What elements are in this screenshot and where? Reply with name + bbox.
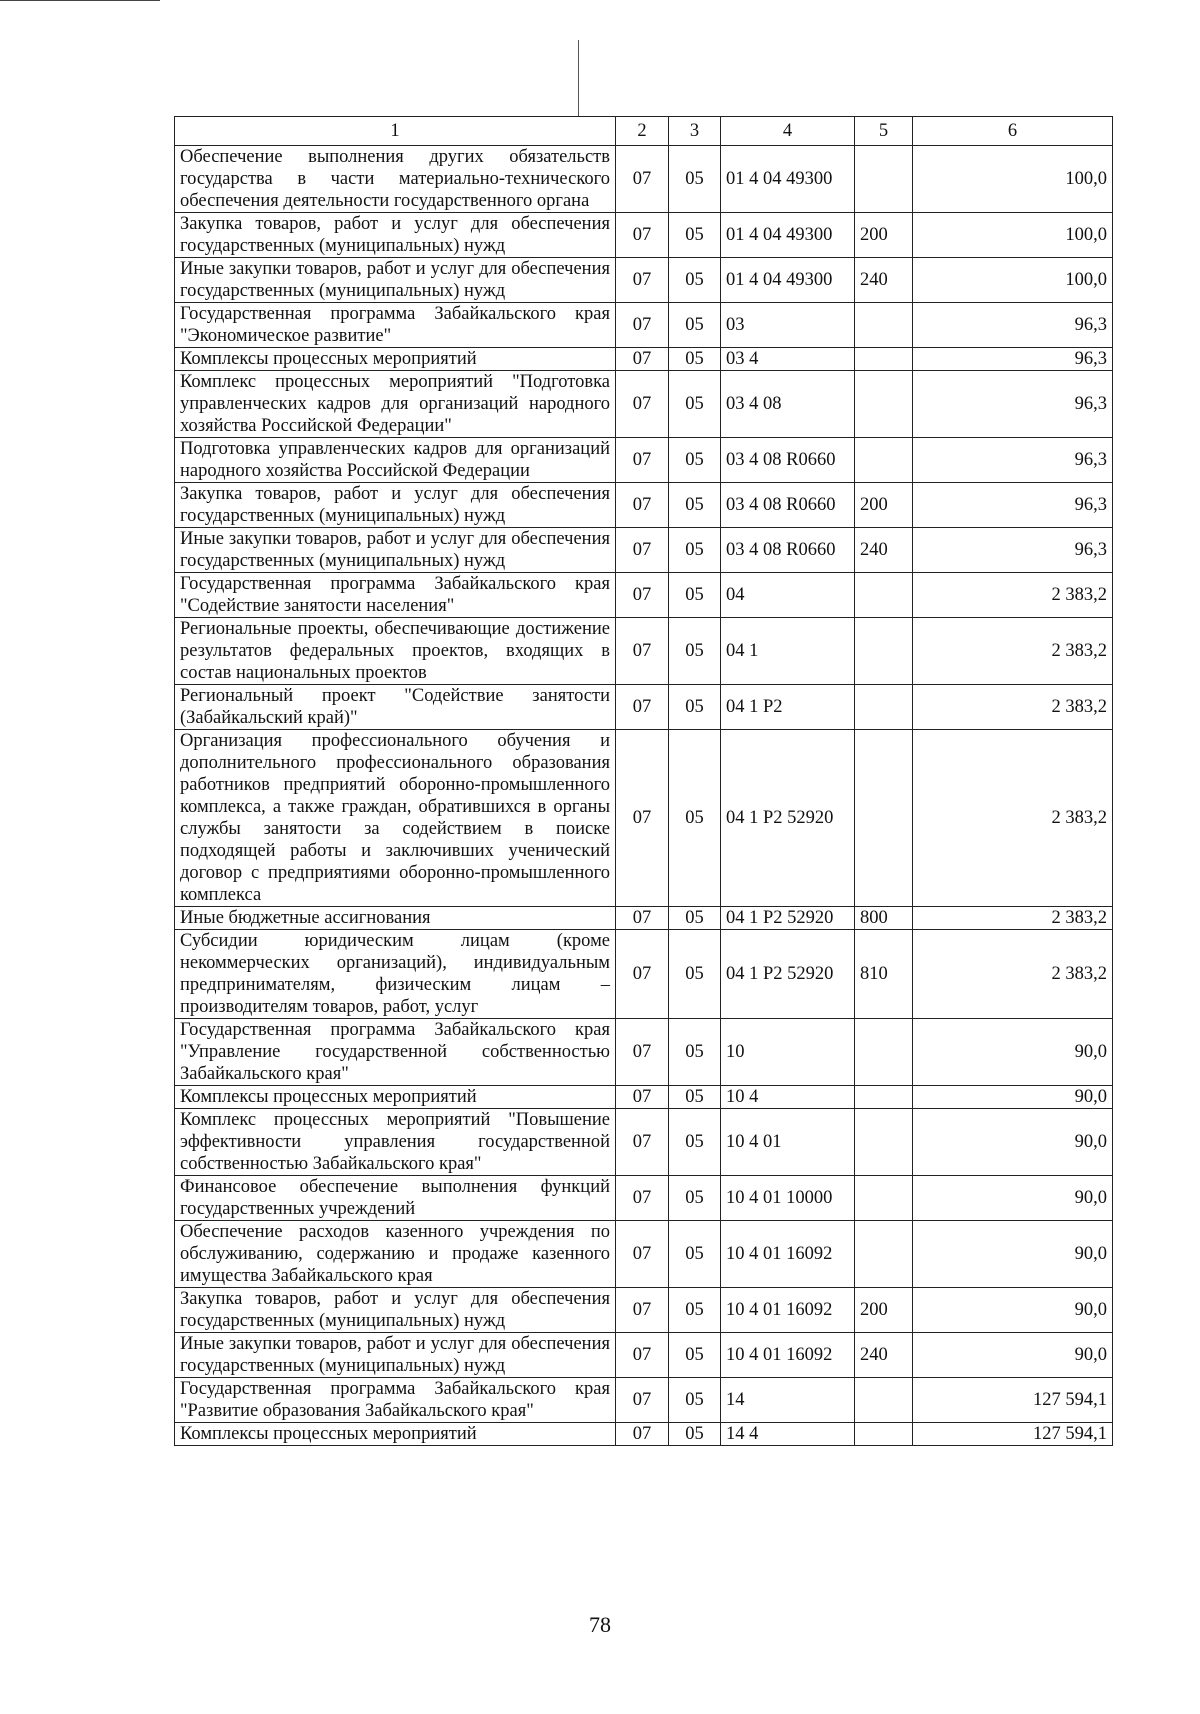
table-row [175,1288,1113,1333]
row-amount-cell: 127 594,1 [913,1378,1113,1423]
row-section-cell: 07 [616,303,669,348]
row-expense-type-cell [855,438,913,483]
row-subsection-cell: 05 [669,303,721,348]
row-subsection-cell: 05 [669,1288,721,1333]
row-expense-type-cell [855,730,913,907]
table-row [175,1423,1113,1446]
row-subsection-cell: 05 [669,730,721,907]
table-row [175,528,1113,573]
row-subsection-cell: 05 [669,483,721,528]
row-expense-type-cell [855,146,913,213]
row-target-code-cell: 10 [721,1019,855,1086]
row-target-code-cell: 03 4 [721,348,855,371]
table-row [175,1019,1113,1086]
table-row [175,618,1113,685]
row-expense-type-cell [855,348,913,371]
row-amount-cell: 90,0 [913,1288,1113,1333]
row-expense-type-cell [855,573,913,618]
row-amount-cell: 100,0 [913,258,1113,303]
row-section-cell: 07 [616,438,669,483]
row-subsection-cell: 05 [669,1423,721,1446]
row-expense-type-cell [855,1423,913,1446]
table-row [175,1333,1113,1378]
row-subsection-cell: 05 [669,1086,721,1109]
page-number: 78 [589,1612,611,1637]
scan-fold-line [578,40,579,116]
row-amount-cell: 127 594,1 [913,1423,1113,1446]
row-name-cell: Государственная программа Забайкальского края "Экономическое развитие" [175,303,616,348]
row-section-cell: 07 [616,930,669,1019]
row-subsection-cell: 05 [669,1176,721,1221]
row-target-code-cell: 01 4 04 49300 [721,258,855,303]
row-subsection-cell: 05 [669,528,721,573]
row-target-code-cell: 03 [721,303,855,348]
row-name-cell: Комплекс процессных мероприятий "Повышение эффективности управления государственной собственностью Забайкальского края" [175,1109,616,1176]
row-section-cell: 07 [616,1086,669,1109]
row-name-cell: Обеспечение расходов казенного учреждения по обслуживанию, содержанию и продаже казенного имущества Забайкальского края [175,1221,616,1288]
row-expense-type-cell: 200 [855,483,913,528]
row-expense-type-cell: 810 [855,930,913,1019]
row-section-cell: 07 [616,371,669,438]
row-section-cell: 07 [616,685,669,730]
row-target-code-cell: 10 4 01 10000 [721,1176,855,1221]
row-subsection-cell: 05 [669,371,721,438]
row-amount-cell: 100,0 [913,213,1113,258]
row-name-cell: Закупка товаров, работ и услуг для обеспечения государственных (муниципальных) нужд [175,213,616,258]
row-subsection-cell: 05 [669,907,721,930]
table-row [175,213,1113,258]
row-section-cell: 07 [616,730,669,907]
row-name-cell: Региональные проекты, обеспечивающие достижение результатов федеральных проектов, входящих в состав национальных проектов [175,618,616,685]
row-target-code-cell: 10 4 01 16092 [721,1333,855,1378]
row-name-cell: Обеспечение выполнения других обязательств государства в части материально-технического обеспечения деятельности государственного органа [175,146,616,213]
row-expense-type-cell [855,1221,913,1288]
row-expense-type-cell [855,618,913,685]
row-amount-cell: 96,3 [913,483,1113,528]
row-amount-cell: 100,0 [913,146,1113,213]
row-target-code-cell: 04 [721,573,855,618]
row-subsection-cell: 05 [669,146,721,213]
table-row [175,371,1113,438]
row-section-cell: 07 [616,146,669,213]
row-section-cell: 07 [616,573,669,618]
row-subsection-cell: 05 [669,618,721,685]
row-subsection-cell: 05 [669,348,721,371]
row-target-code-cell: 10 4 01 16092 [721,1288,855,1333]
row-subsection-cell: 05 [669,258,721,303]
row-name-cell: Финансовое обеспечение выполнения функций государственных учреждений [175,1176,616,1221]
table-row [175,146,1113,213]
row-name-cell: Субсидии юридическим лицам (кроме некоммерческих организаций), индивидуальным предпринимателям, физическим лицам – производителям товаров, работ, услуг [175,930,616,1019]
table-row [175,573,1113,618]
table-row [175,730,1113,907]
row-section-cell: 07 [616,907,669,930]
row-expense-type-cell: 200 [855,1288,913,1333]
row-name-cell: Иные закупки товаров, работ и услуг для обеспечения государственных (муниципальных) нужд [175,258,616,303]
row-name-cell: Комплекс процессных мероприятий "Подготовка управленческих кадров для организаций народного хозяйства Российской Федерации" [175,371,616,438]
row-expense-type-cell [855,303,913,348]
row-expense-type-cell: 240 [855,528,913,573]
row-amount-cell: 90,0 [913,1086,1113,1109]
row-section-cell: 07 [616,1423,669,1446]
row-name-cell: Организация профессионального обучения и дополнительного профессионального образования работников предприятий оборонно-промышленного комплекса, а также граждан, обратившихся в органы службы занятости за содействием в поиске подходящей работы и заключивших ученический договор с предприятиями оборонно-промышленного комплекса [175,730,616,907]
row-amount-cell: 2 383,2 [913,930,1113,1019]
row-subsection-cell: 05 [669,1333,721,1378]
table-row [175,1176,1113,1221]
row-expense-type-cell [855,1378,913,1423]
row-subsection-cell: 05 [669,930,721,1019]
table-row [175,303,1113,348]
table-row [175,1221,1113,1288]
row-section-cell: 07 [616,1176,669,1221]
table-row [175,1378,1113,1423]
row-amount-cell: 90,0 [913,1109,1113,1176]
row-name-cell: Иные закупки товаров, работ и услуг для обеспечения государственных (муниципальных) нужд [175,528,616,573]
row-name-cell: Закупка товаров, работ и услуг для обеспечения государственных (муниципальных) нужд [175,483,616,528]
row-subsection-cell: 05 [669,573,721,618]
row-amount-cell: 90,0 [913,1333,1113,1378]
row-section-cell: 07 [616,213,669,258]
row-section-cell: 07 [616,528,669,573]
row-amount-cell: 90,0 [913,1176,1113,1221]
scan-top-rule [0,0,160,1]
row-amount-cell: 96,3 [913,371,1113,438]
row-target-code-cell: 01 4 04 49300 [721,213,855,258]
header-col-5: 5 [855,117,913,146]
row-expense-type-cell [855,1109,913,1176]
table-row [175,348,1113,371]
row-target-code-cell: 04 1 P2 52920 [721,730,855,907]
row-section-cell: 07 [616,618,669,685]
row-target-code-cell: 10 4 01 [721,1109,855,1176]
row-target-code-cell: 10 4 01 16092 [721,1221,855,1288]
budget-table [174,116,1113,1446]
row-section-cell: 07 [616,258,669,303]
row-target-code-cell: 03 4 08 R0660 [721,483,855,528]
row-amount-cell: 96,3 [913,438,1113,483]
row-expense-type-cell [855,1019,913,1086]
row-target-code-cell: 01 4 04 49300 [721,146,855,213]
row-target-code-cell: 04 1 [721,618,855,685]
row-amount-cell: 96,3 [913,303,1113,348]
table-header-row [175,117,1113,146]
row-name-cell: Государственная программа Забайкальского края "Содействие занятости населения" [175,573,616,618]
row-name-cell: Государственная программа Забайкальского края "Развитие образования Забайкальского края" [175,1378,616,1423]
row-amount-cell: 2 383,2 [913,685,1113,730]
row-name-cell: Региональный проект "Содействие занятости (Забайкальский край)" [175,685,616,730]
table-body [175,146,1113,1446]
row-subsection-cell: 05 [669,1019,721,1086]
row-amount-cell: 90,0 [913,1019,1113,1086]
row-amount-cell: 96,3 [913,348,1113,371]
row-subsection-cell: 05 [669,1378,721,1423]
row-amount-cell: 2 383,2 [913,730,1113,907]
row-section-cell: 07 [616,483,669,528]
row-expense-type-cell [855,1086,913,1109]
table-row [175,685,1113,730]
row-subsection-cell: 05 [669,1109,721,1176]
row-section-cell: 07 [616,1019,669,1086]
row-expense-type-cell [855,1176,913,1221]
row-section-cell: 07 [616,348,669,371]
row-target-code-cell: 03 4 08 [721,371,855,438]
row-name-cell: Подготовка управленческих кадров для организаций народного хозяйства Российской Федерации [175,438,616,483]
row-name-cell: Государственная программа Забайкальского края "Управление государственной собственностью Забайкальского края" [175,1019,616,1086]
row-name-cell: Иные бюджетные ассигнования [175,907,616,930]
table-row [175,438,1113,483]
row-name-cell: Закупка товаров, работ и услуг для обеспечения государственных (муниципальных) нужд [175,1288,616,1333]
row-expense-type-cell: 240 [855,258,913,303]
header-col-1: 1 [175,117,616,146]
row-section-cell: 07 [616,1221,669,1288]
row-name-cell: Иные закупки товаров, работ и услуг для обеспечения государственных (муниципальных) нужд [175,1333,616,1378]
row-name-cell: Комплексы процессных мероприятий [175,1086,616,1109]
header-col-6: 6 [913,117,1113,146]
row-subsection-cell: 05 [669,685,721,730]
row-expense-type-cell: 800 [855,907,913,930]
row-amount-cell: 2 383,2 [913,907,1113,930]
row-target-code-cell: 03 4 08 R0660 [721,528,855,573]
row-amount-cell: 96,3 [913,528,1113,573]
row-target-code-cell: 14 4 [721,1423,855,1446]
row-target-code-cell: 04 1 P2 [721,685,855,730]
row-section-cell: 07 [616,1378,669,1423]
row-amount-cell: 2 383,2 [913,573,1113,618]
header-col-2: 2 [616,117,669,146]
header-col-4: 4 [721,117,855,146]
row-expense-type-cell [855,685,913,730]
table-row [175,1109,1113,1176]
row-target-code-cell: 04 1 P2 52920 [721,930,855,1019]
row-expense-type-cell: 240 [855,1333,913,1378]
row-target-code-cell: 04 1 P2 52920 [721,907,855,930]
row-subsection-cell: 05 [669,213,721,258]
table-row [175,907,1113,930]
row-section-cell: 07 [616,1333,669,1378]
table-row [175,483,1113,528]
row-amount-cell: 2 383,2 [913,618,1113,685]
row-subsection-cell: 05 [669,1221,721,1288]
row-target-code-cell: 14 [721,1378,855,1423]
row-target-code-cell: 10 4 [721,1086,855,1109]
row-expense-type-cell [855,371,913,438]
row-name-cell: Комплексы процессных мероприятий [175,348,616,371]
row-expense-type-cell: 200 [855,213,913,258]
table-row [175,1086,1113,1109]
row-name-cell: Комплексы процессных мероприятий [175,1423,616,1446]
table-row [175,258,1113,303]
row-target-code-cell: 03 4 08 R0660 [721,438,855,483]
row-section-cell: 07 [616,1288,669,1333]
row-amount-cell: 90,0 [913,1221,1113,1288]
table-row [175,930,1113,1019]
row-subsection-cell: 05 [669,438,721,483]
header-col-3: 3 [669,117,721,146]
row-section-cell: 07 [616,1109,669,1176]
